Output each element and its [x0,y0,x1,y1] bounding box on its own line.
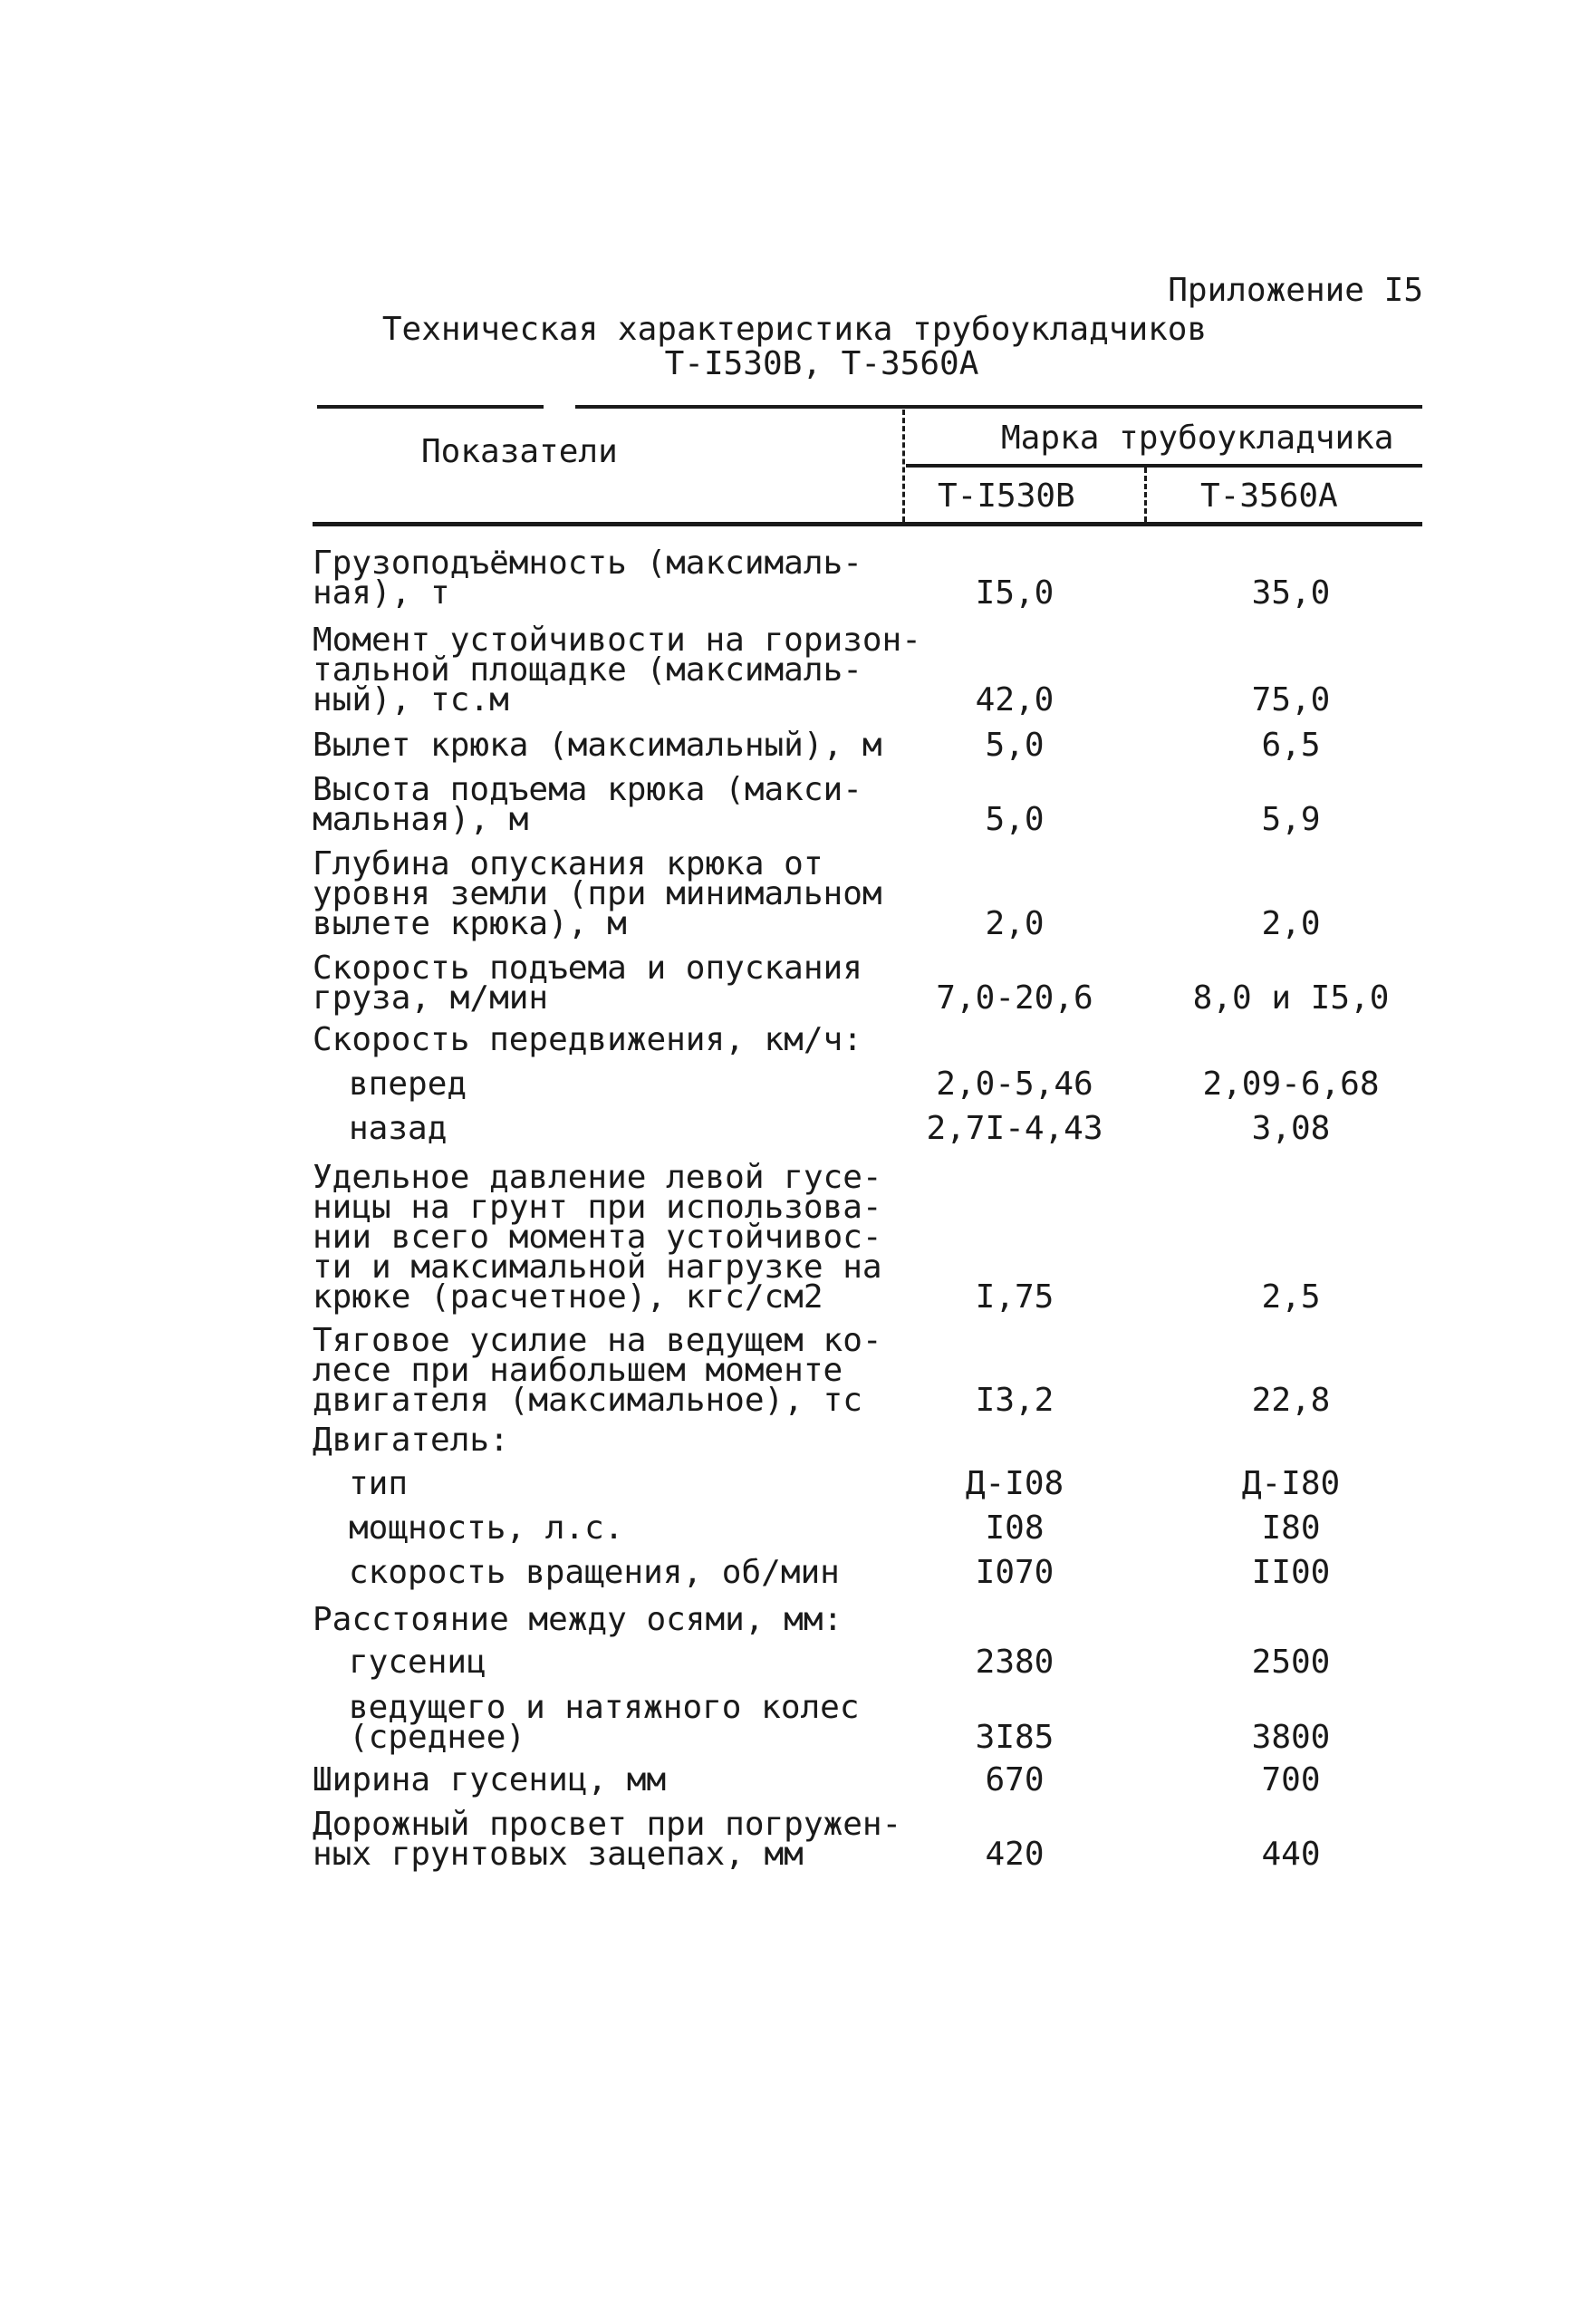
table-row [0,845,1589,942]
table-row [0,622,1589,718]
table-row [0,1689,1589,1756]
row-label: тип [349,1465,409,1502]
row-label: гусениц [349,1644,486,1681]
row-value-t3560a: 6,5 [1261,727,1321,764]
document-title [0,313,1589,381]
table-row [0,1066,1589,1103]
row-label: Вылет крюка (максимальный), м [313,727,882,764]
row-label: Двигатель: [313,1422,509,1459]
row-value-t3560a: 3800 [1251,1719,1331,1756]
row-value-t3560a: 2,5 [1261,1278,1321,1316]
table-row [0,1422,1589,1459]
table-row [0,1509,1589,1547]
header-bottom-rule [313,522,1422,526]
header-divider-1 [902,410,905,522]
row-value-t1530v: 7,0-20,6 [936,979,1093,1017]
table-row [0,1761,1589,1798]
row-value-t1530v: Д-I08 [965,1465,1064,1502]
row-value-t3560a: 2,0 [1261,905,1321,942]
brand-underline-rule [906,464,1422,468]
table-row [0,1322,1589,1419]
table-row [0,950,1589,1017]
row-label: вперед [349,1066,467,1103]
row-value-t3560a: 5,9 [1261,801,1321,838]
header-brand: Марка трубоукладчика [1001,419,1394,457]
header-col-1: Т-I530В [938,477,1075,515]
row-label: мощность, л.с. [349,1509,624,1547]
header-col-2: Т-3560А [1200,477,1338,515]
row-value-t1530v: 5,0 [985,801,1045,838]
title-line-1: Техническая характеристика трубоукладчиков [381,311,1208,348]
row-value-t3560a: 440 [1261,1836,1321,1873]
row-label: Ширина гусениц, мм [313,1761,667,1798]
row-value-t1530v: 3I85 [975,1719,1055,1756]
table-row [0,1021,1589,1058]
row-value-t3560a: 2500 [1251,1644,1331,1681]
row-value-t1530v: I08 [985,1509,1045,1547]
row-label: Момент устойчивости на горизон- тальной площадке (максималь- ный), тс.м [313,622,921,718]
header-divider-2 [1144,468,1147,522]
row-value-t3560a: 2,09-6,68 [1202,1066,1380,1103]
row-value-t1530v: I,75 [975,1278,1055,1316]
row-label: Дорожный просвет при погружен- ных грунтовых зацепах, мм [313,1806,902,1873]
table-row [0,545,1589,612]
row-value-t3560a: 3,08 [1251,1110,1331,1147]
row-label: назад [349,1110,448,1147]
row-value-t1530v: I3,2 [975,1382,1055,1419]
row-value-t3560a: 8,0 и I5,0 [1192,979,1390,1017]
row-label: Скорость передвижения, км/ч: [313,1021,862,1058]
table-row [0,771,1589,838]
table-top-rule-left [317,405,544,409]
row-value-t1530v: 420 [985,1836,1045,1873]
table-row [0,727,1589,764]
row-label: Удельное давление левой гусе- ницы на грунт при использова- нии всего момента устойчивос- ти и максимальной нагрузке на крюке (расчетное), кгс/см2 [313,1159,882,1316]
row-value-t3560a: I80 [1261,1509,1321,1547]
row-value-t1530v: 2,7I-4,43 [926,1110,1103,1147]
row-label: Грузоподъёмность (максималь- ная), т [313,545,862,612]
table-row [0,1159,1589,1316]
row-value-t3560a: Д-I80 [1241,1465,1341,1502]
row-label: Глубина опускания крюка от уровня земли (при минимальном вылете крюка), м [313,845,882,942]
header-indicators: Показатели [421,433,618,470]
table-top-rule-right [575,405,1422,409]
row-value-t3560a: II00 [1251,1554,1331,1591]
row-value-t1530v: 2,0-5,46 [936,1066,1093,1103]
row-label: Скорость подъема и опускания груза, м/мин [313,950,862,1017]
row-value-t1530v: 5,0 [985,727,1045,764]
table-row [0,1601,1589,1638]
table-row [0,1110,1589,1147]
row-value-t3560a: 75,0 [1251,681,1331,718]
row-value-t1530v: 42,0 [975,681,1055,718]
title-line-2: Т-I530В, Т-3560А [664,345,979,382]
row-label: Расстояние между осями, мм: [313,1601,843,1638]
row-value-t3560a: 22,8 [1251,1382,1331,1419]
table-row [0,1554,1589,1591]
row-label: Высота подъема крюка (макси- мальная), м [313,771,862,838]
row-value-t3560a: 700 [1261,1761,1321,1798]
appendix-label: Приложение I5 [1168,272,1423,309]
row-label: ведущего и натяжного колес (среднее) [349,1689,860,1756]
table-row [0,1806,1589,1873]
row-value-t1530v: 670 [985,1761,1045,1798]
row-value-t1530v: I5,0 [975,574,1055,612]
row-value-t1530v: I070 [975,1554,1055,1591]
row-label: Тяговое усилие на ведущем ко- лесе при наибольшем моменте двигателя (максимальное), тс [313,1322,882,1419]
row-label: скорость вращения, об/мин [349,1554,840,1591]
row-value-t3560a: 35,0 [1251,574,1331,612]
table-row [0,1644,1589,1681]
row-value-t1530v: 2,0 [985,905,1045,942]
row-value-t1530v: 2380 [975,1644,1055,1681]
table-row [0,1465,1589,1502]
